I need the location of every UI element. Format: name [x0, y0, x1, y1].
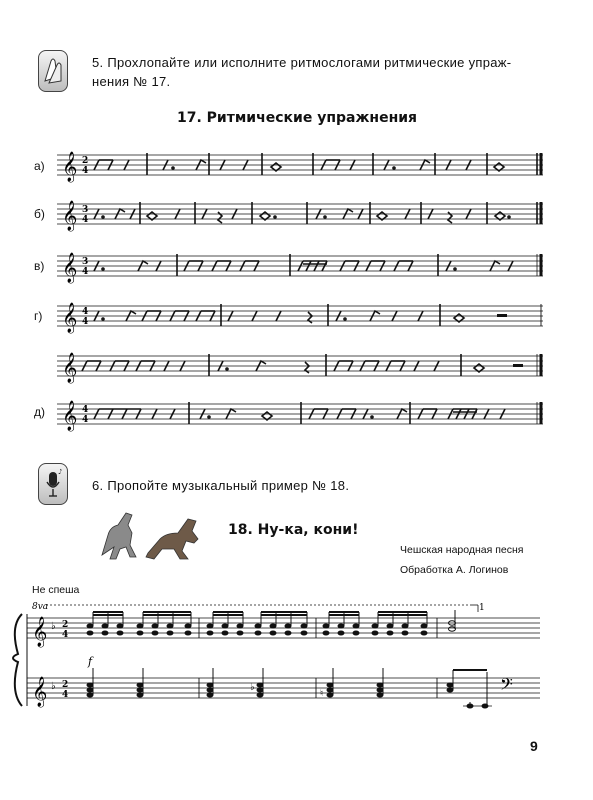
svg-text:2: 2 — [82, 156, 89, 166]
svg-text:3: 3 — [82, 205, 89, 215]
svg-text:4: 4 — [82, 166, 89, 176]
svg-text:𝄞: 𝄞 — [62, 201, 78, 231]
task5-line2: нения № 17. — [92, 74, 171, 89]
upper-measure-1 — [87, 612, 191, 635]
task6-text: 6. Пропойте музыкальный пример № 18. — [92, 478, 350, 493]
dynamic-mark: f — [88, 655, 93, 668]
svg-text:4: 4 — [82, 405, 89, 415]
svg-text:𝄞: 𝄞 — [62, 303, 78, 333]
horses-illustration — [96, 505, 214, 563]
rhythm-row-a — [57, 151, 543, 183]
volta-number: 1 — [479, 603, 485, 613]
task5-line1: 5. Прохлопайте или исполните ритмослогами ритмические упраж- — [92, 55, 512, 70]
svg-text:4: 4 — [82, 267, 89, 277]
upper-measure-3 — [323, 612, 427, 635]
svg-text:𝄢: 𝄢 — [500, 674, 513, 698]
brace — [13, 614, 22, 706]
rhythm-row-b — [57, 200, 543, 232]
svg-text:𝄞: 𝄞 — [62, 152, 78, 182]
svg-text:4: 4 — [82, 317, 89, 327]
svg-text:4: 4 — [82, 215, 89, 225]
song-credit-2: Обработка А. Логинов — [400, 564, 509, 576]
svg-text:4: 4 — [82, 415, 89, 425]
svg-text:♪: ♪ — [58, 468, 63, 476]
rhythm-row-g — [57, 302, 543, 334]
ottava-mark: 8va — [32, 602, 49, 612]
svg-text:𝄞: 𝄞 — [62, 401, 78, 431]
svg-text:𝄞: 𝄞 — [32, 677, 48, 707]
rhythm-row-v — [57, 252, 543, 284]
row-label-a: а) — [34, 159, 45, 173]
rhythm-row-d — [57, 400, 543, 432]
svg-text:2: 2 — [62, 680, 69, 690]
rhythm-row-g-continued — [57, 352, 543, 384]
svg-text:♮: ♮ — [320, 689, 324, 699]
row-label-d: д) — [34, 405, 45, 419]
svg-text:4: 4 — [62, 630, 69, 640]
piano-score — [0, 596, 593, 718]
lower-measure-3 — [320, 668, 383, 699]
row-label-v: в) — [34, 259, 45, 273]
lower-staff — [27, 678, 540, 698]
svg-text:2: 2 — [62, 620, 69, 630]
svg-text:♭: ♭ — [51, 621, 56, 632]
row-label-g: г) — [34, 309, 43, 323]
svg-text:4: 4 — [82, 307, 89, 317]
svg-text:♭: ♭ — [51, 681, 56, 692]
tempo-marking: Не спеша — [32, 584, 80, 596]
row-label-b: б) — [34, 207, 45, 221]
svg-text:♭: ♭ — [250, 682, 255, 693]
svg-text:4: 4 — [62, 690, 69, 700]
song-credit-1: Чешская народная песня — [400, 544, 524, 556]
svg-text:𝄞: 𝄞 — [62, 353, 78, 383]
song-title: 18. Ну-ка, кони! — [228, 522, 359, 538]
svg-text:3: 3 — [82, 257, 89, 267]
svg-text:𝄞: 𝄞 — [32, 617, 48, 647]
svg-text:𝄞: 𝄞 — [62, 253, 78, 283]
microphone-icon — [38, 463, 68, 505]
upper-measure-2 — [207, 612, 307, 635]
page-number: 9 — [530, 738, 538, 754]
section-title: 17. Ритмические упражнения — [177, 110, 418, 126]
lower-measure-4 — [447, 670, 492, 708]
